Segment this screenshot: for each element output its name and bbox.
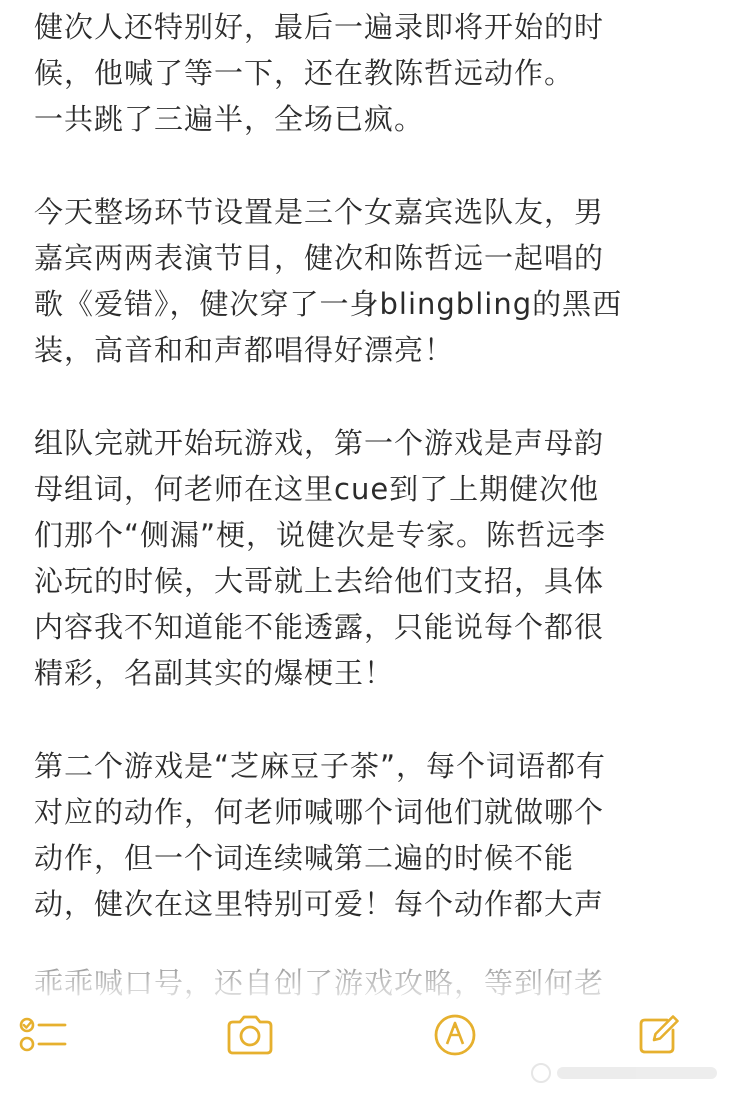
text-line: 今天整场环节设置是三个女嘉宾选队友，男 [34, 195, 605, 229]
compose-button[interactable] [628, 1005, 688, 1065]
paragraph-2 [34, 189, 724, 373]
camera-button[interactable] [220, 1005, 280, 1065]
text-line: 一共跳了三遍半，全场已疯。 [34, 102, 425, 136]
paragraph-gap [34, 696, 724, 743]
watermark-logo-icon [531, 1063, 551, 1083]
markup-button[interactable] [425, 1005, 485, 1065]
text-line: 沁玩的时候，大哥就上去给他们支招，具体 [34, 564, 605, 598]
text-line: 第二个游戏是“芝麻豆子茶”，每个词语都有 [34, 749, 607, 783]
checklist-button[interactable] [14, 1005, 74, 1065]
text-line: 精彩，名副其实的爆梗王！ [34, 656, 395, 690]
text-line: 内容我不知道能不能透露，只能说每个都很 [34, 610, 605, 644]
text-line: 们那个“侧漏”梗，说健次是专家。陈哲远李 [34, 518, 607, 552]
paragraph-1 [34, 4, 724, 142]
text-line: 母组词，何老师在这里cue到了上期健次他 [34, 472, 600, 506]
paragraph-gap [34, 373, 724, 420]
camera-icon [223, 1013, 277, 1057]
checklist-icon [18, 1013, 70, 1057]
text-line: 对应的动作，何老师喊哪个词他们就做哪个 [34, 795, 605, 829]
text-line: 动作，但一个词连续喊第二遍的时候不能 [34, 841, 575, 875]
watermark [531, 1062, 731, 1084]
text-line: 装，高音和和声都唱得好漂亮！ [34, 333, 455, 367]
note-body[interactable] [34, 4, 724, 927]
text-line: 组队完就开始玩游戏，第一个游戏是声母韵 [34, 426, 605, 460]
text-line: 嘉宾两两表演节目，健次和陈哲远一起唱的 [34, 241, 605, 275]
text-line: 候，他喊了等一下，还在教陈哲远动作。 [34, 56, 575, 90]
watermark-text-blur [557, 1067, 717, 1079]
text-line: 动，健次在这里特别可爱！每个动作都大声 [34, 887, 605, 921]
compose-icon [633, 1011, 683, 1059]
paragraph-gap [34, 142, 724, 189]
markup-pen-icon [431, 1011, 479, 1059]
paragraph-3 [34, 420, 724, 696]
text-line: 歌《爱错》，健次穿了一身blingbling的黑西 [34, 287, 623, 321]
text-line: 健次人还特别好，最后一遍录即将开始的时 [34, 10, 605, 44]
paragraph-4 [34, 743, 724, 927]
